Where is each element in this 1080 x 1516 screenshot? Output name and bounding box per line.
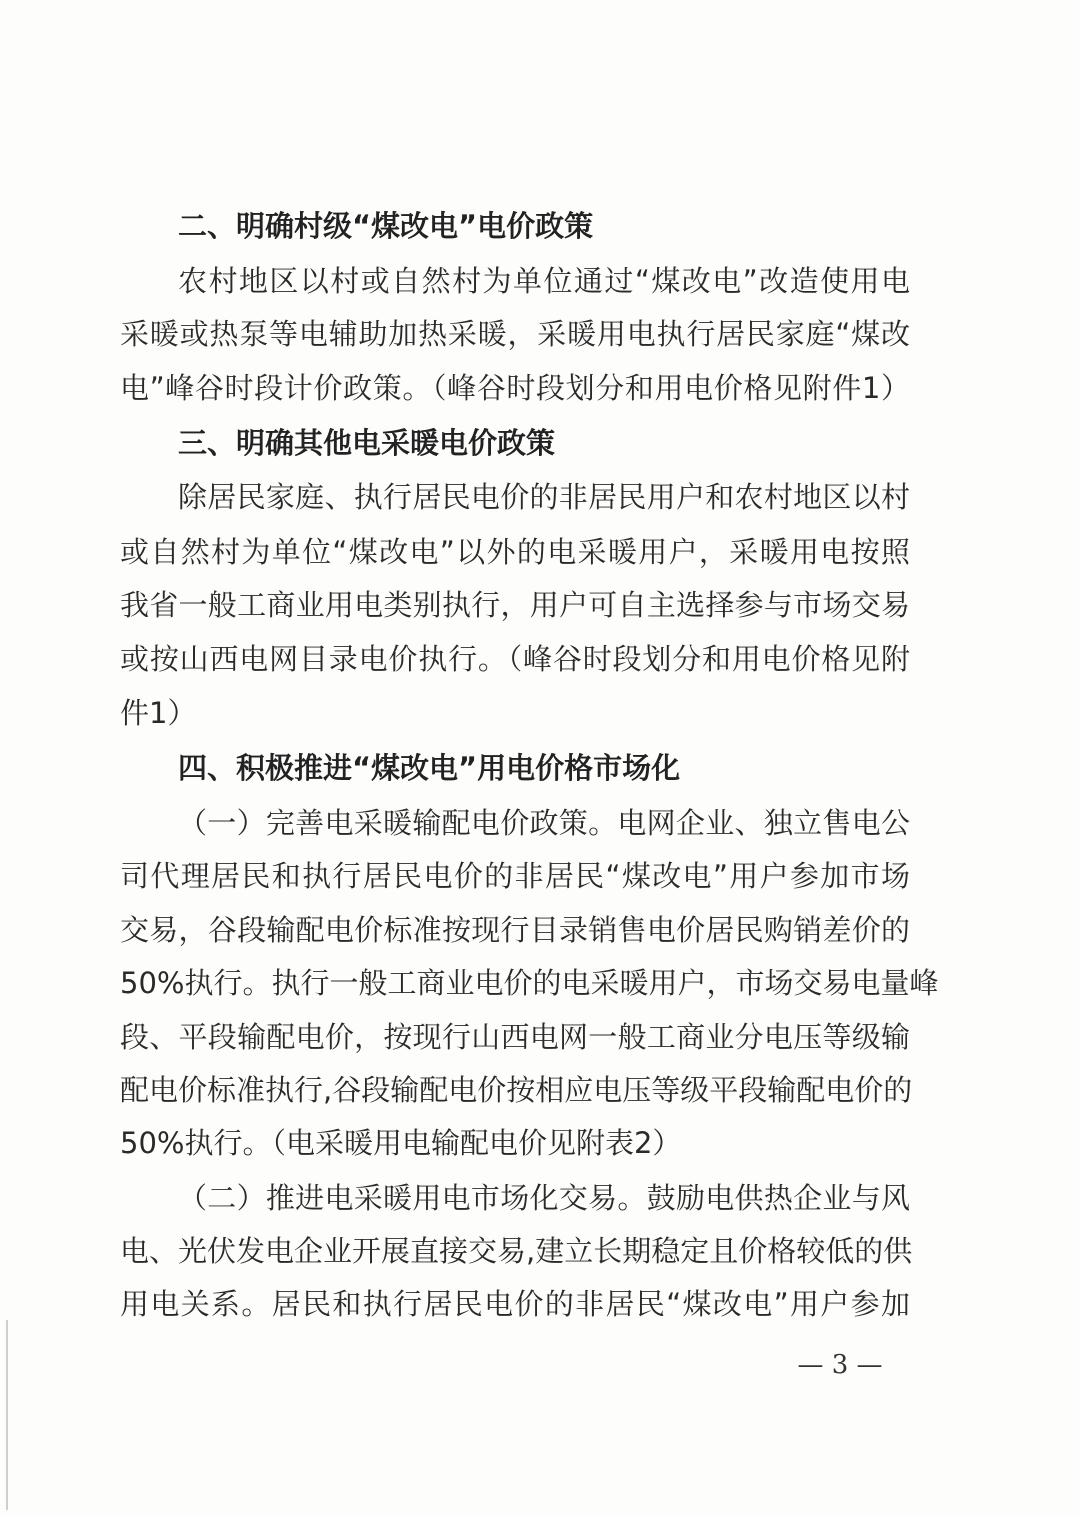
section-heading-4: 四、积极推进“煤改电”用电价格市场化 [178, 751, 681, 785]
scan-edge-line [6, 1320, 8, 1510]
body-line: 电”峰谷时段计价政策。（峰谷时段划分和用电价格见附件1） [120, 371, 910, 405]
body-line: 或按山西电网目录电价执行。（峰谷时段划分和用电价格见附 [120, 642, 910, 676]
body-line: 或自然村为单位“煤改电”以外的电采暖用户，采暖用电按照 [120, 535, 910, 569]
body-line: 司代理居民和执行居民电价的非居民“煤改电”用户参加市场 [120, 859, 910, 893]
body-line: 除居民家庭、执行居民电价的非居民用户和农村地区以村 [178, 480, 910, 514]
body-line: （一）完善电采暖输配电价政策。电网企业、独立售电公 [178, 806, 910, 840]
body-line: 段、平段输配电价，按现行山西电网一般工商业分电压等级输 [120, 1020, 910, 1054]
body-line: 配电价标准执行,谷段输配电价按相应电压等级平段输配电价的 [120, 1073, 913, 1107]
body-line: 50%执行。执行一般工商业电价的电采暖用户，市场交易电量峰 [120, 966, 939, 1000]
page-number: — 3 — [797, 1350, 883, 1380]
body-line: 用电关系。居民和执行居民电价的非居民“煤改电”用户参加 [120, 1287, 910, 1321]
body-line: 我省一般工商业用电类别执行，用户可自主选择参与市场交易 [120, 588, 910, 622]
body-line: 电、光伏发电企业开展直接交易,建立长期稳定且价格较低的供 [120, 1234, 913, 1268]
body-line: 50%执行。（电采暖用电输配电价见附表2） [120, 1126, 682, 1160]
body-line: （二）推进电采暖用电市场化交易。鼓励电供热企业与风 [178, 1181, 910, 1215]
section-heading-3: 三、明确其他电采暖电价政策 [178, 426, 556, 460]
body-line: 交易，谷段输配电价标准按现行目录销售电价居民购销差价的 [120, 913, 910, 947]
body-line: 农村地区以村或自然村为单位通过“煤改电”改造使用电 [178, 264, 910, 298]
body-line: 件1） [120, 696, 197, 730]
section-heading-2: 二、明确村级“煤改电”电价政策 [178, 209, 594, 243]
body-line: 采暖或热泵等电辅助加热采暖，采暖用电执行居民家庭“煤改 [120, 317, 910, 351]
